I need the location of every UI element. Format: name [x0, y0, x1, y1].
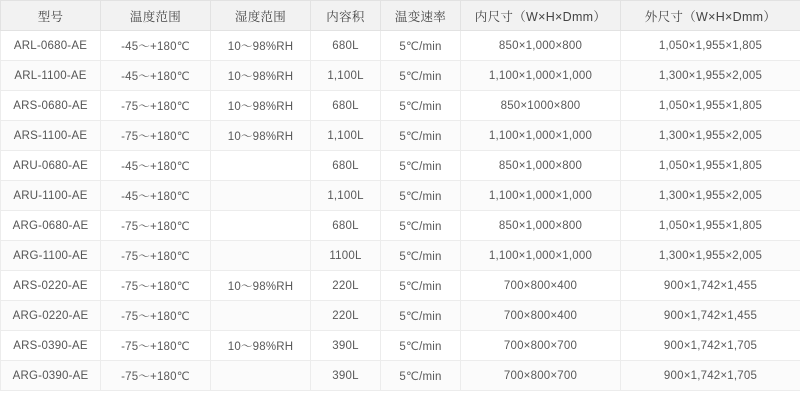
cell-model: ARS-0680-AE — [1, 91, 101, 121]
cell-temperature-range: -75～+180℃ — [101, 301, 211, 331]
cell-temperature-range: -75～+180℃ — [101, 361, 211, 391]
cell-inner-size: 850×1,000×800 — [461, 31, 621, 61]
column-header-temperature-range: 温度范围 — [101, 1, 211, 31]
cell-humidity-range — [211, 151, 311, 181]
cell-model: ARG-0680-AE — [1, 211, 101, 241]
cell-inner-size: 850×1,000×800 — [461, 211, 621, 241]
cell-volume: 1,100L — [311, 181, 381, 211]
cell-volume: 680L — [311, 31, 381, 61]
cell-model: ARL-0680-AE — [1, 31, 101, 61]
cell-volume: 220L — [311, 271, 381, 301]
cell-humidity-range: 10～98%RH — [211, 31, 311, 61]
cell-model: ARU-1100-AE — [1, 181, 101, 211]
cell-humidity-range — [211, 181, 311, 211]
cell-volume: 390L — [311, 331, 381, 361]
table-row — [1, 151, 800, 181]
cell-model: ARU-0680-AE — [1, 151, 101, 181]
cell-outer-size: 900×1,742×1,705 — [621, 331, 800, 361]
cell-humidity-range — [211, 361, 311, 391]
cell-inner-size: 700×800×400 — [461, 301, 621, 331]
cell-temperature-range: -45～+180℃ — [101, 181, 211, 211]
cell-volume: 1,100L — [311, 121, 381, 151]
cell-model: ARG-0220-AE — [1, 301, 101, 331]
cell-inner-size: 850×1,000×800 — [461, 151, 621, 181]
cell-inner-size: 700×800×700 — [461, 361, 621, 391]
cell-humidity-range: 10～98%RH — [211, 61, 311, 91]
cell-volume: 390L — [311, 361, 381, 391]
cell-model: ARS-1100-AE — [1, 121, 101, 151]
cell-volume: 1,100L — [311, 61, 381, 91]
cell-volume: 220L — [311, 301, 381, 331]
cell-rate: 5℃/min — [381, 151, 461, 181]
cell-outer-size: 900×1,742×1,455 — [621, 271, 800, 301]
cell-outer-size: 1,050×1,955×1,805 — [621, 91, 800, 121]
column-header-volume: 内容积 — [311, 1, 381, 31]
table-row — [1, 121, 800, 151]
cell-temperature-range: -75～+180℃ — [101, 91, 211, 121]
cell-rate: 5℃/min — [381, 61, 461, 91]
cell-rate: 5℃/min — [381, 31, 461, 61]
cell-outer-size: 1,300×1,955×2,005 — [621, 241, 800, 271]
cell-rate: 5℃/min — [381, 181, 461, 211]
cell-humidity-range: 10～98%RH — [211, 331, 311, 361]
column-header-model: 型号 — [1, 1, 101, 31]
cell-temperature-range: -75～+180℃ — [101, 211, 211, 241]
cell-outer-size: 1,050×1,955×1,805 — [621, 211, 800, 241]
cell-inner-size: 700×800×400 — [461, 271, 621, 301]
cell-model: ARS-0220-AE — [1, 271, 101, 301]
cell-humidity-range: 10～98%RH — [211, 121, 311, 151]
cell-temperature-range: -75～+180℃ — [101, 241, 211, 271]
table-body — [1, 31, 800, 391]
cell-model: ARG-0390-AE — [1, 361, 101, 391]
cell-rate: 5℃/min — [381, 301, 461, 331]
cell-outer-size: 1,300×1,955×2,005 — [621, 181, 800, 211]
cell-inner-size: 1,100×1,000×1,000 — [461, 241, 621, 271]
cell-model: ARL-1100-AE — [1, 61, 101, 91]
table-row — [1, 301, 800, 331]
table-row — [1, 61, 800, 91]
cell-outer-size: 900×1,742×1,455 — [621, 301, 800, 331]
cell-temperature-range: -45～+180℃ — [101, 31, 211, 61]
cell-rate: 5℃/min — [381, 241, 461, 271]
cell-outer-size: 1,300×1,955×2,005 — [621, 61, 800, 91]
cell-outer-size: 1,050×1,955×1,805 — [621, 31, 800, 61]
table-row — [1, 361, 800, 391]
column-header-outer-dimensions: 外尺寸（W×H×Dmm） — [621, 1, 800, 31]
cell-inner-size: 1,100×1,000×1,000 — [461, 121, 621, 151]
table-row — [1, 91, 800, 121]
table-row — [1, 211, 800, 241]
cell-volume: 680L — [311, 151, 381, 181]
cell-volume: 680L — [311, 91, 381, 121]
cell-rate: 5℃/min — [381, 361, 461, 391]
cell-humidity-range — [211, 211, 311, 241]
column-header-humidity-range: 湿度范围 — [211, 1, 311, 31]
cell-volume: 1100L — [311, 241, 381, 271]
cell-model: ARG-1100-AE — [1, 241, 101, 271]
cell-humidity-range — [211, 301, 311, 331]
table-row — [1, 271, 800, 301]
cell-model: ARS-0390-AE — [1, 331, 101, 361]
cell-humidity-range: 10～98%RH — [211, 271, 311, 301]
cell-temperature-range: -75～+180℃ — [101, 121, 211, 151]
cell-outer-size: 1,050×1,955×1,805 — [621, 151, 800, 181]
table-row — [1, 241, 800, 271]
cell-outer-size: 1,300×1,955×2,005 — [621, 121, 800, 151]
cell-inner-size: 1,100×1,000×1,000 — [461, 61, 621, 91]
cell-inner-size: 1,100×1,000×1,000 — [461, 181, 621, 211]
cell-inner-size: 700×800×700 — [461, 331, 621, 361]
table-row — [1, 331, 800, 361]
cell-outer-size: 900×1,742×1,705 — [621, 361, 800, 391]
table-header — [1, 1, 800, 31]
cell-humidity-range: 10～98%RH — [211, 91, 311, 121]
cell-temperature-range: -45～+180℃ — [101, 151, 211, 181]
cell-rate: 5℃/min — [381, 331, 461, 361]
cell-humidity-range — [211, 241, 311, 271]
cell-rate: 5℃/min — [381, 91, 461, 121]
cell-inner-size: 850×1000×800 — [461, 91, 621, 121]
cell-volume: 680L — [311, 211, 381, 241]
cell-temperature-range: -75～+180℃ — [101, 331, 211, 361]
cell-temperature-range: -75～+180℃ — [101, 271, 211, 301]
table-row — [1, 31, 800, 61]
table-header-row — [1, 1, 800, 31]
cell-rate: 5℃/min — [381, 271, 461, 301]
column-header-temperature-change-rate: 温变速率 — [381, 1, 461, 31]
table-row — [1, 181, 800, 211]
column-header-inner-dimensions: 内尺寸（W×H×Dmm） — [461, 1, 621, 31]
cell-temperature-range: -45～+180℃ — [101, 61, 211, 91]
cell-rate: 5℃/min — [381, 121, 461, 151]
cell-rate: 5℃/min — [381, 211, 461, 241]
